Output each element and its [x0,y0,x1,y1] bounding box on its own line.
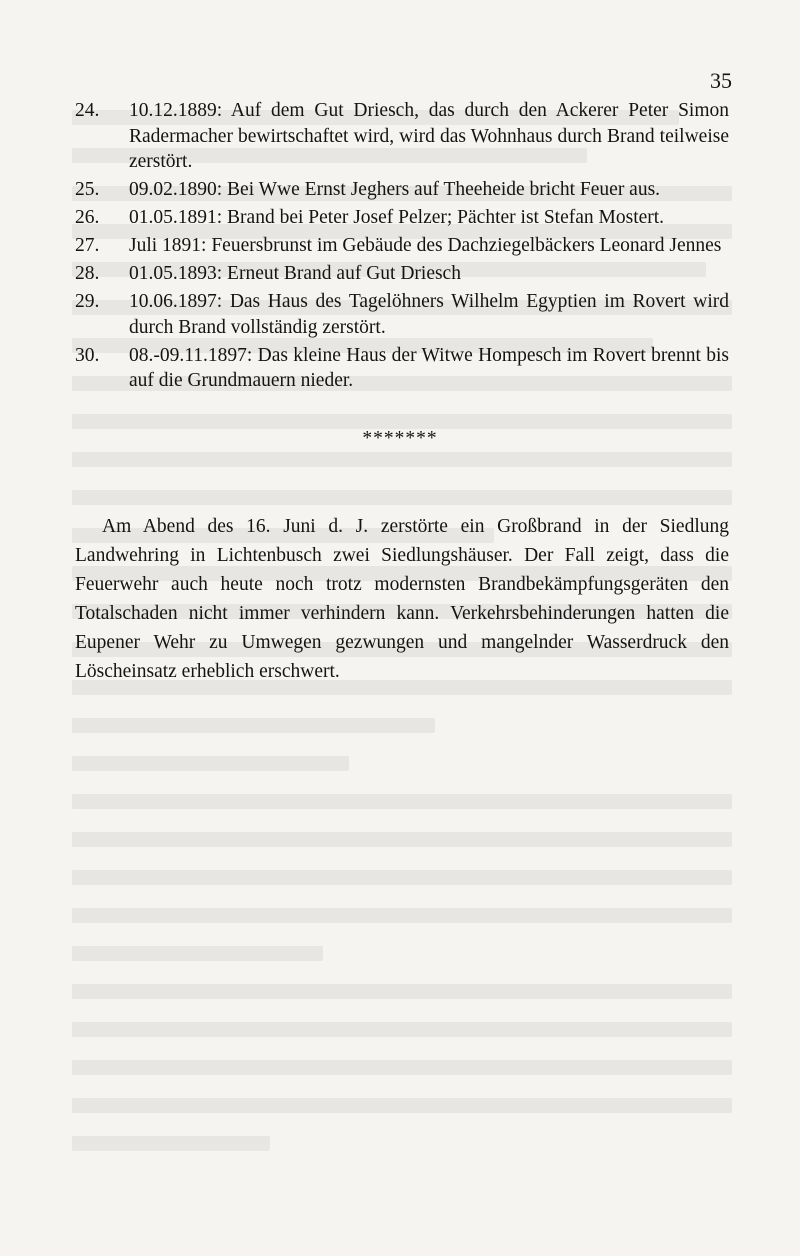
list-item [75,261,729,287]
list-item-text: 10.12.1889: Auf dem Gut Driesch, das durch den Ackerer Peter Simon Radermacher bewirtschaftet wird, wird das Wohnhaus durch Brand teilweise zerstört. [129,100,729,172]
list-item-number: 25. [75,179,100,200]
list-item-text: Juli 1891: Feuersbrunst im Gebäude des Dachziegelbäckers Leonard Jennes [129,235,722,256]
list-item-number: 29. [75,291,100,312]
list-item-text: 08.-09.11.1897: Das kleine Haus der Witwe Hompesch im Rovert brennt bis auf die Grundmauern nieder. [129,344,729,391]
list-item-number: 28. [75,263,100,284]
list-item-number: 24. [75,100,100,121]
page-number: 35 [710,68,732,93]
list-item-text: 10.06.1897: Das Haus des Tagelöhners Wilhelm Egyptien im Rovert wird durch Brand vollständig zerstört. [129,291,729,338]
list-item [75,343,729,394]
list-item-number: 27. [75,235,100,256]
list-item [75,177,729,203]
list-item-number: 26. [75,207,100,228]
list-item-number: 30. [75,344,100,366]
list-item-text: 01.05.1893: Erneut Brand auf Gut Driesch [129,263,461,284]
list-item [75,289,729,340]
list-item-text: 09.02.1890: Bei Wwe Ernst Jeghers auf Theeheide bricht Feuer aus. [129,179,661,200]
list-item-text: 01.05.1891: Brand bei Peter Josef Pelzer; Pächter ist Stefan Mostert. [129,207,665,228]
fire-incident-list [75,98,729,396]
list-item [75,205,729,231]
section-separator: ******* [362,428,438,449]
body-paragraph: Am Abend des 16. Juni d. J. zerstörte ein Großbrand in der Siedlung Landwehring in Lichtenbusch zwei Siedlungshäuser. Der Fall zeigt, dass die Feuerwehr auch heute noch trotz modernsten Brandbekämpfungsgeräten den Totalschaden nicht immer verhindern kann. Verkehrsbehinderungen hatten die Eupener Wehr zu Umwegen gezwungen und mangelnder Wasserdruck den Löscheinsatz erheblich erschwert. [75,516,729,682]
list-item [75,233,729,259]
list-item [75,98,729,175]
